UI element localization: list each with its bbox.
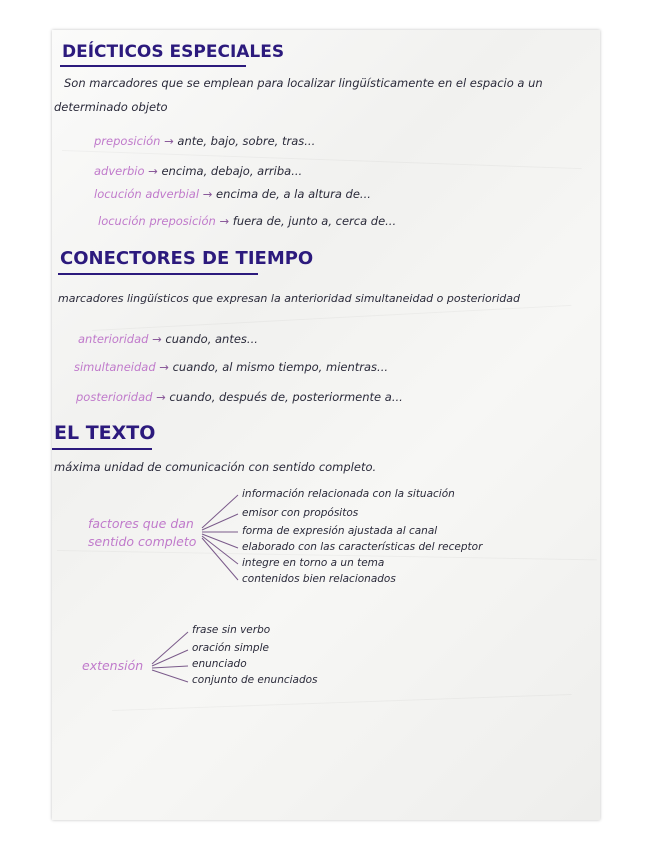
diagram-connectors	[52, 30, 600, 820]
arrow-right-icon: →	[202, 187, 213, 201]
deictico-examples: encima de, a la altura de...	[216, 187, 371, 201]
deicticos-title: DEÍCTICOS ESPECIALES	[62, 42, 285, 62]
extension-branch: enunciado	[192, 658, 247, 670]
extension-branch: frase sin verbo	[192, 624, 271, 636]
extension-branch: oración simple	[192, 642, 269, 654]
factores-label-line1: factores que dan	[88, 516, 194, 531]
conector-examples: cuando, antes...	[165, 332, 258, 346]
deictico-term: locución preposición	[98, 214, 216, 228]
branch-connector	[152, 632, 188, 664]
conector-term: posterioridad	[76, 390, 153, 404]
deictico-term: adverbio	[94, 164, 145, 178]
factor-branch: información relacionada con la situación	[242, 488, 455, 500]
conector-term: anterioridad	[78, 332, 149, 346]
conector-term: simultaneidad	[74, 360, 156, 374]
factores-label-line2: sentido completo	[88, 534, 197, 549]
deictico-examples: ante, bajo, sobre, tras...	[177, 134, 316, 148]
branch-connector	[152, 670, 188, 682]
arrow-right-icon: →	[164, 134, 174, 148]
arrow-right-icon: →	[156, 390, 166, 404]
deictico-term: locución adverbial	[94, 187, 200, 201]
deicticos-definition-line1: Son marcadores que se emplean para localizar lingüísticamente en el espacio a un	[64, 76, 543, 90]
deictico-examples: fuera de, junto a, cerca de...	[232, 214, 397, 228]
factor-branch: elaborado con las características del receptor	[242, 541, 483, 553]
texto-definition: máxima unidad de comunicación con sentido completo.	[54, 460, 377, 474]
extension-branch: conjunto de enunciados	[192, 674, 318, 686]
notebook-page	[52, 30, 600, 820]
deicticos-definition-line2: determinado objeto	[54, 100, 168, 114]
factor-branch: contenidos bien relacionados	[242, 573, 396, 585]
arrow-right-icon: →	[219, 214, 230, 228]
arrow-right-icon: →	[159, 360, 169, 374]
branch-connector	[202, 514, 238, 530]
conectores-title: CONECTORES DE TIEMPO	[60, 248, 314, 269]
branch-connector	[202, 538, 238, 580]
branch-connector	[202, 495, 238, 528]
branch-connector	[152, 650, 188, 666]
conectores-definition: marcadores lingüísticos que expresan la anterioridad simultaneidad o posterioridad	[58, 292, 521, 305]
deictico-term: preposición	[94, 134, 161, 148]
deictico-examples: encima, debajo, arriba...	[161, 164, 303, 178]
arrow-right-icon: →	[152, 332, 162, 346]
arrow-right-icon: →	[148, 164, 158, 178]
conector-examples: cuando, después de, posteriormente a...	[169, 390, 403, 404]
factor-branch: emisor con propósitos	[242, 507, 359, 519]
factor-branch: integre en torno a un tema	[242, 557, 385, 569]
branch-connector	[202, 534, 238, 548]
branch-connector	[202, 536, 238, 564]
conector-examples: cuando, al mismo tiempo, mientras...	[172, 360, 388, 374]
factor-branch: forma de expresión ajustada al canal	[242, 525, 438, 537]
branch-connector	[152, 666, 188, 668]
extension-label: extensión	[82, 658, 144, 673]
texto-title: EL TEXTO	[54, 422, 156, 444]
